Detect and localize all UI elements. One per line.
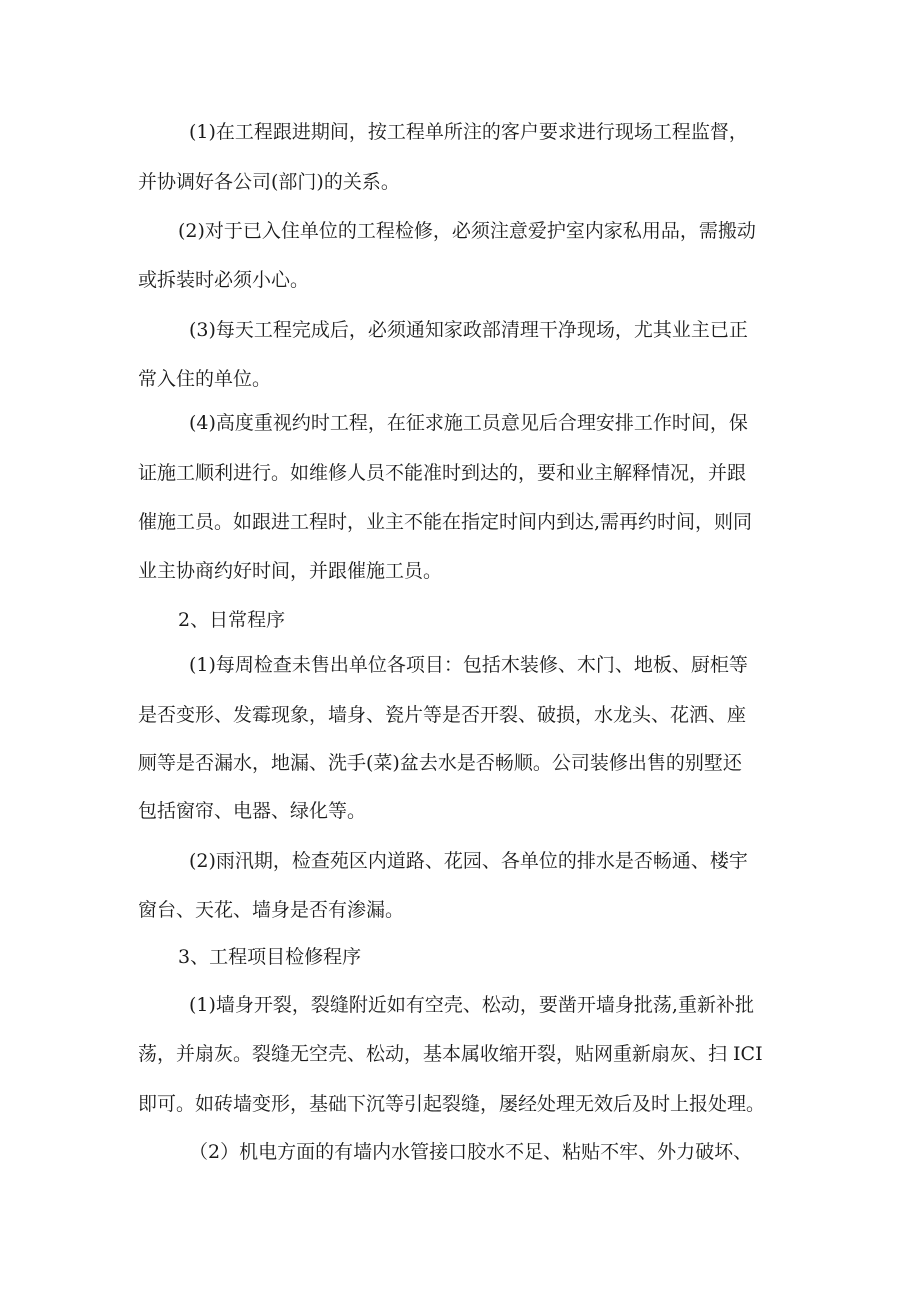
text-line: 厕等是否漏水，地漏、洗手(菜)盆去水是否畅顺。公司装修出售的别墅还 [138,752,742,774]
text-line: (3)每天工程完成后，必须通知家政部清理干净现场，尤其业主已正 [189,319,748,341]
text-line: 或拆装时必须小心。 [138,269,310,291]
text-line: (4)高度重视约时工程，在征求施工员意见后合理安排工作时间，保 [189,412,748,434]
text-line: 并协调好各公司(部门)的关系。 [138,171,400,193]
section-heading: 3、工程项目检修程序 [178,946,362,968]
text-line: 是否变形、发霉现象，墙身、瓷片等是否开裂、破损，水龙头、花洒、座 [138,704,747,726]
text-line: (1)每周检查未售出单位各项目：包括木装修、木门、地板、厨柜等 [189,654,748,676]
text-line: (1)在工程跟进期间，按工程单所注的客户要求进行现场工程监督， [189,121,748,143]
text-line: (2)对于已入住单位的工程检修，必须注意爱护室内家私用品，需搬动 [178,220,756,242]
text-line: 即可。如砖墙变形，基础下沉等引起裂缝，屡经处理无效后及时上报处理。 [138,1093,766,1115]
text-line: 常入住的单位。 [138,368,272,390]
text-line: 业主协商约好时间，并跟催施工员。 [138,560,443,582]
text-line: 证施工顺利进行。如维修人员不能准时到达的，要和业主解释情况，并跟 [138,462,747,484]
text-line: 包括窗帘、电器、绿化等。 [138,800,367,822]
text-line: 催施工员。如跟进工程时，业主不能在指定时间内到达,需再约时间，则同 [138,511,753,533]
text-line: (2)雨汛期，检查苑区内道路、花园、各单位的排水是否畅通、楼宇 [189,850,748,872]
section-heading: 2、日常程序 [178,609,286,631]
text-line: (1)墙身开裂，裂缝附近如有空壳、松动，要凿开墙身批荡,重新补批 [189,994,754,1016]
text-line: （2）机电方面的有墙内水管接口胶水不足、粘贴不牢、外力破坏、 [189,1141,753,1163]
text-line: 荡，并扇灰。裂缝无空壳、松动，基本属收缩开裂，贴网重新扇灰、扫 ICI [138,1043,763,1065]
text-line: 窗台、天花、墙身是否有渗漏。 [138,899,405,921]
